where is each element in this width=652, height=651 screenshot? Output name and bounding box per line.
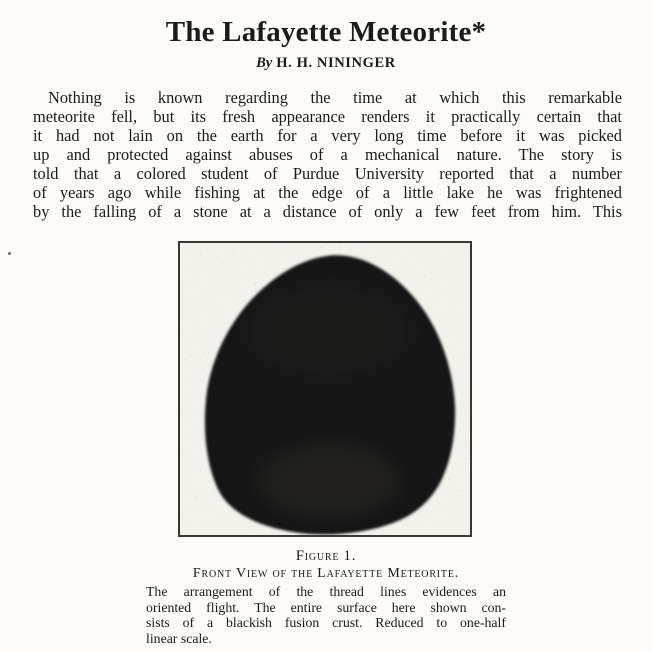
figure-caption-body xyxy=(146,584,506,647)
meteorite-photo xyxy=(180,243,470,535)
caption-line: oriented flight. The entire surface here shown con- xyxy=(146,599,506,615)
article-title: The Lafayette Meteorite* xyxy=(165,16,487,48)
paragraph-line: told that a colored student of Purdue University reported that a number xyxy=(33,164,622,183)
paragraph-line: meteorite fell, but its fresh appearance renders it practically certain that xyxy=(33,107,622,126)
paragraph-line: up and protected against abuses of a mechanical nature. The story is xyxy=(33,145,622,164)
scan-artifact-dot xyxy=(8,252,11,255)
paragraph-line: it had not lain on the earth for a very long time before it was picked xyxy=(33,126,622,145)
figure-caption-title: Front View of the Lafayette Meteorite. xyxy=(192,566,460,581)
paragraph-line: by the falling of a stone at a distance of only a few feet from him. This xyxy=(33,202,622,221)
paragraph-line: Nothing is known regarding the time at which this remarkable xyxy=(48,88,622,107)
paragraph-line: of years ago while fishing at the edge of a little lake he was frightened xyxy=(33,183,622,202)
byline-author: H. H. NININGER xyxy=(276,55,396,71)
caption-line: linear scale. xyxy=(146,631,212,647)
caption-line: The arrangement of the thread lines evidences an xyxy=(146,584,506,599)
byline xyxy=(0,55,652,72)
byline-by: By xyxy=(256,55,273,71)
caption-line: sists of a blackish fusion crust. Reduced to one-half xyxy=(146,615,506,631)
figure-label: Figure 1. xyxy=(295,548,357,564)
figure-photo-frame xyxy=(178,241,472,537)
body-paragraph xyxy=(33,88,622,221)
